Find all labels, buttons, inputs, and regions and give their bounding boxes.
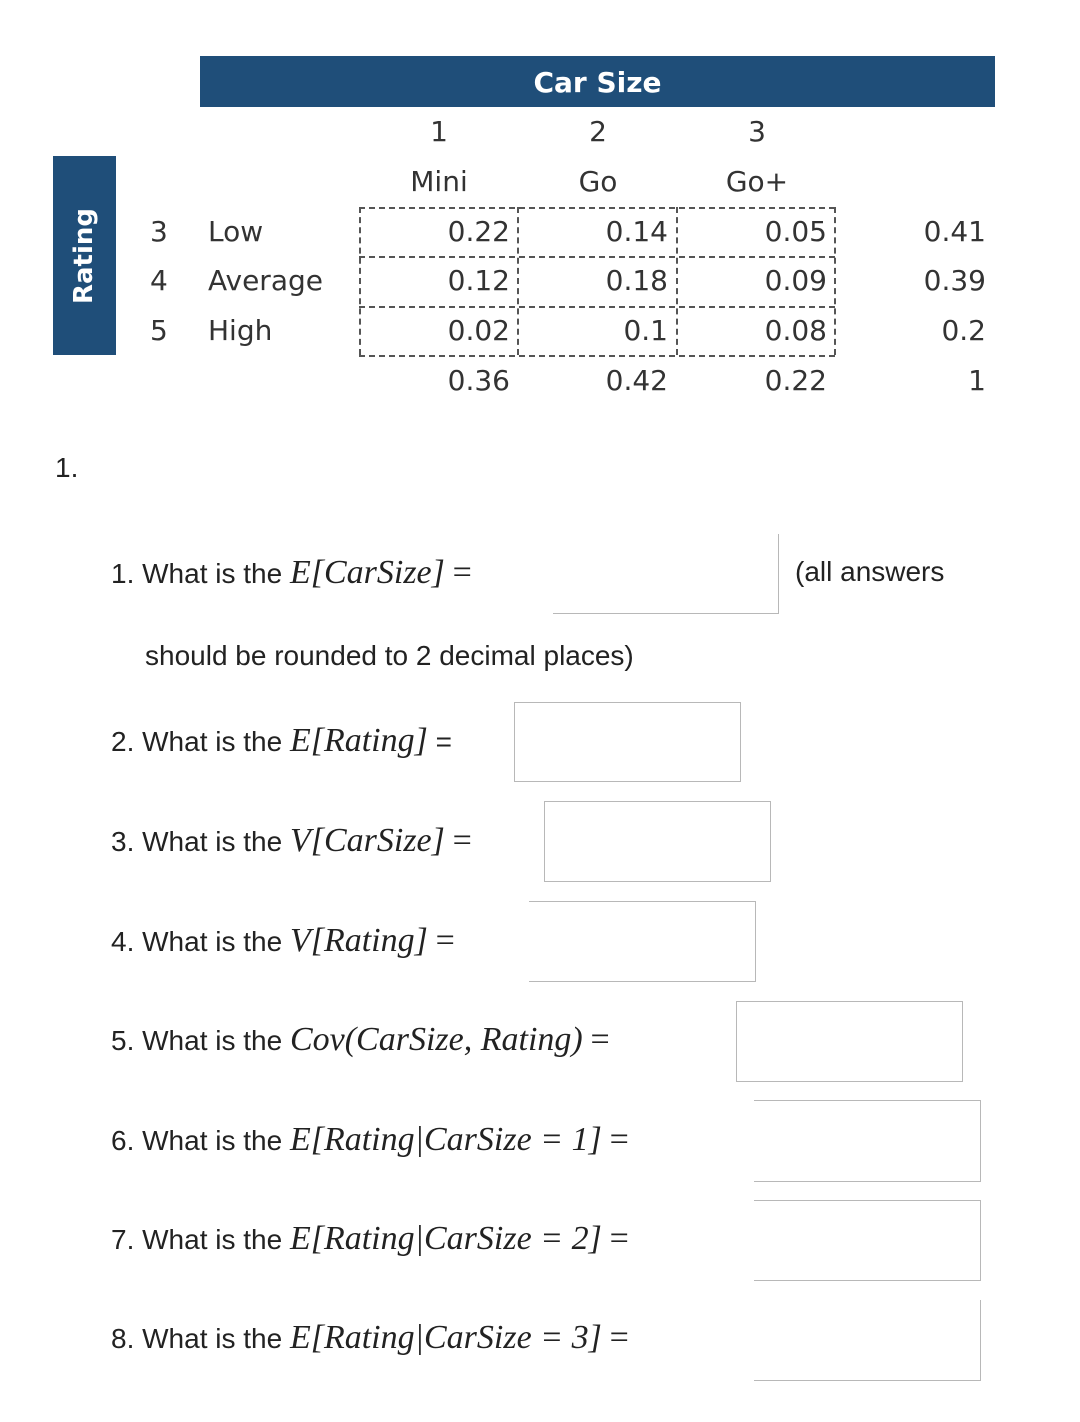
col-total: 0.22 — [764, 364, 827, 397]
question-6 — [111, 1121, 629, 1159]
equals-sign: = — [452, 822, 472, 859]
question-5 — [111, 1021, 610, 1059]
question-math: E[Rating] — [289, 722, 428, 759]
col-name-mini: Mini — [410, 165, 468, 198]
answer-input-6[interactable] — [754, 1100, 981, 1182]
table-cell: 0.08 — [764, 314, 827, 347]
grid-line — [359, 306, 835, 308]
equals-sign: = — [609, 1319, 629, 1356]
table-cell: 0.09 — [764, 264, 827, 297]
question-prefix: 1. What is the — [111, 558, 283, 589]
col-name-go-plus: Go+ — [725, 165, 789, 198]
row-num: 4 — [150, 264, 168, 297]
col-name-go: Go — [578, 165, 618, 198]
question-prefix: 8. What is the — [111, 1323, 283, 1354]
question-prefix: 3. What is the — [111, 826, 283, 857]
question-8 — [111, 1319, 629, 1357]
question-prefix: 2. What is the — [111, 726, 283, 757]
col-num-1: 1 — [430, 115, 448, 148]
table-cell: 0.1 — [623, 314, 668, 347]
answer-input-3[interactable] — [544, 801, 771, 882]
row-num: 5 — [150, 314, 168, 347]
table-cell: 0.02 — [447, 314, 510, 347]
table-cell: 0.05 — [764, 215, 827, 248]
equals-sign: = — [609, 1220, 629, 1257]
rating-side-label: Rating — [69, 207, 100, 304]
grand-total: 1 — [968, 364, 986, 397]
question-1 — [111, 554, 472, 592]
answer-input-4[interactable] — [529, 901, 756, 982]
question-7 — [111, 1220, 629, 1258]
row-total: 0.2 — [941, 314, 986, 347]
row-label: Low — [208, 215, 264, 248]
question-math: E[CarSize] — [289, 554, 445, 591]
grid-line — [359, 256, 835, 258]
equals-sign: = — [435, 726, 453, 757]
question-math: Cov(CarSize, Rating) — [289, 1021, 583, 1058]
answer-input-8[interactable] — [754, 1300, 981, 1381]
problem-number: 1. — [55, 452, 79, 483]
answer-input-2[interactable] — [514, 702, 741, 782]
equals-sign: = — [609, 1121, 629, 1158]
question-math: V[Rating] — [289, 922, 428, 959]
answer-input-1[interactable] — [553, 534, 779, 614]
question-2 — [111, 722, 452, 760]
row-num: 3 — [150, 215, 168, 248]
question-prefix: 5. What is the — [111, 1025, 283, 1056]
grid-line — [517, 207, 519, 355]
question-math: V[CarSize] — [289, 822, 445, 859]
rounding-note: (all answers — [795, 556, 945, 587]
question-3 — [111, 822, 472, 860]
equals-sign: = — [452, 554, 472, 591]
grid-line — [359, 355, 835, 357]
grid-line — [359, 207, 835, 209]
col-num-3: 3 — [748, 115, 766, 148]
question-prefix: 6. What is the — [111, 1125, 283, 1156]
question-math: E[Rating|CarSize = 2] — [289, 1220, 602, 1257]
row-total: 0.39 — [923, 264, 986, 297]
grid-line — [834, 207, 836, 355]
row-total: 0.41 — [923, 215, 986, 248]
equals-sign: = — [590, 1021, 610, 1058]
question-math: E[Rating|CarSize = 3] — [289, 1319, 602, 1356]
row-label: Average — [208, 264, 323, 297]
grid-line — [359, 207, 361, 355]
table-cell: 0.14 — [605, 215, 668, 248]
col-num-2: 2 — [589, 115, 607, 148]
answer-input-5[interactable] — [736, 1001, 963, 1082]
rounding-note-cont: should be rounded to 2 decimal places) — [145, 640, 634, 671]
car-size-header: Car Size — [533, 66, 662, 99]
col-total: 0.42 — [605, 364, 668, 397]
col-total: 0.36 — [447, 364, 510, 397]
row-label: High — [208, 314, 273, 347]
grid-line — [676, 207, 678, 355]
question-prefix: 4. What is the — [111, 926, 283, 957]
table-cell: 0.12 — [447, 264, 510, 297]
question-math: E[Rating|CarSize = 1] — [289, 1121, 602, 1158]
table-cell: 0.18 — [605, 264, 668, 297]
question-prefix: 7. What is the — [111, 1224, 283, 1255]
table-cell: 0.22 — [447, 215, 510, 248]
equals-sign: = — [435, 922, 455, 959]
question-4 — [111, 922, 455, 960]
answer-input-7[interactable] — [754, 1200, 981, 1281]
